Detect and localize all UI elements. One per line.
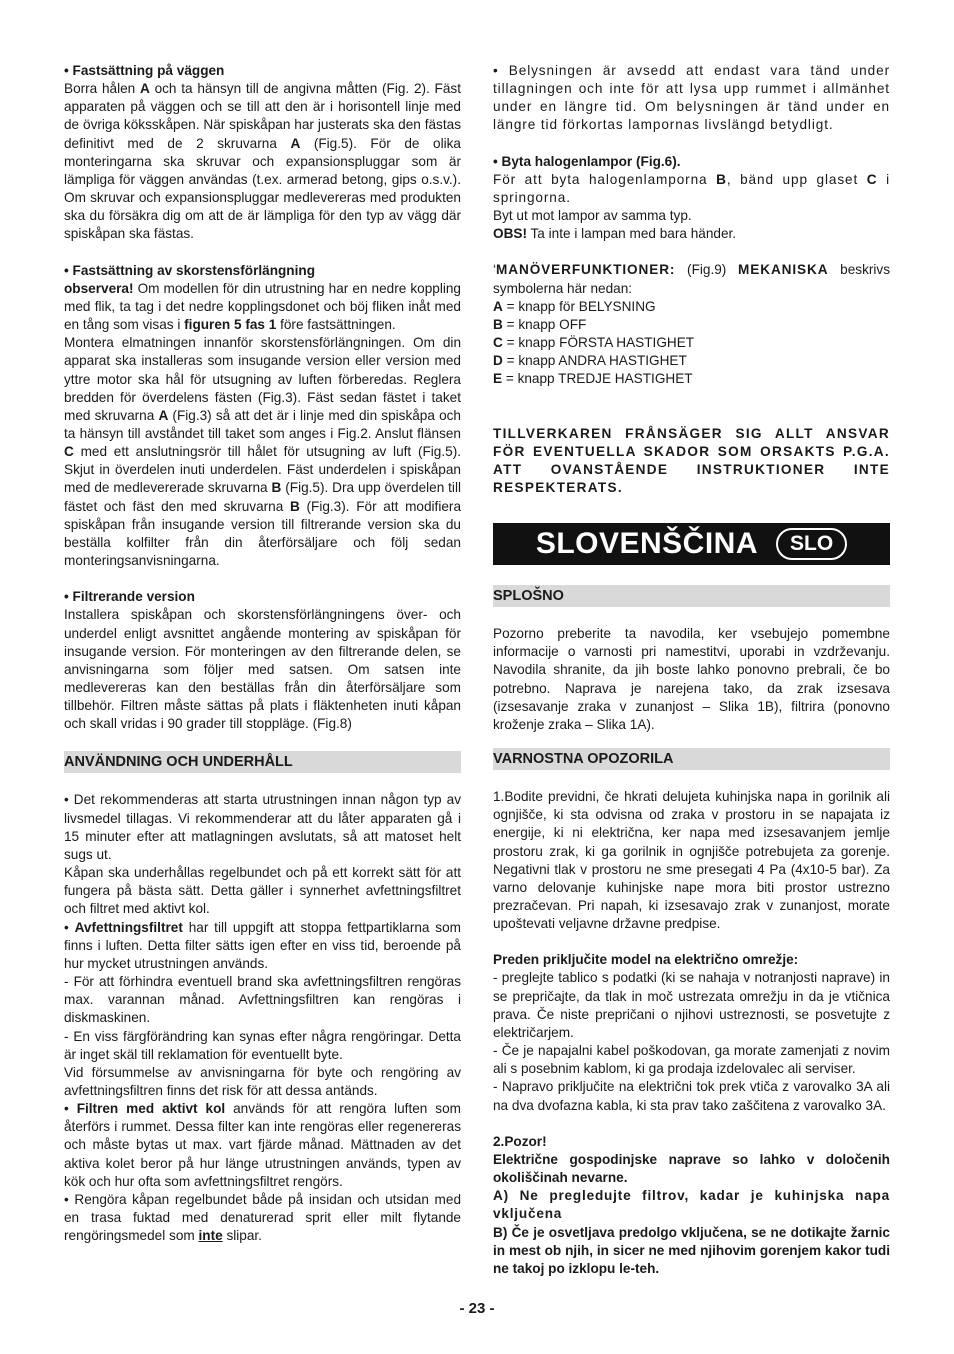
use-paragraph-5: - En viss färgförändring kan synas efter några rengöringar. Detta är inget skäl till reklamation för eventuellt byte. — [64, 1028, 461, 1062]
language-badge: SLO — [776, 528, 847, 560]
disclaimer: TILLVERKAREN FRÅNSÄGER SIG ALLT ANSVAR FÖR EVENTUELLA SKADOR SOM ORSAKTS P.G.A. ATT OVANSTÅENDE INSTRUKTIONER INTE RESPEKTERATS. — [493, 425, 890, 495]
connection-item: - Če je napajalni kabel poškodovan, ga morate zamenjati z novim ali s posebnim kablom, ki ga prodaja izdelovalec ali serviser. — [493, 1043, 890, 1077]
halogen-paragraph-3: OBS! Ta inte i lampan med bara händer. — [493, 226, 737, 242]
connection-heading: Preden priključite model na električno omrežje: — [493, 952, 799, 968]
controls-intro: ‘MANÖVERFUNKTIONER: (Fig.9) MEKANISKA beskrivs symbolerna här nedan: — [493, 262, 891, 296]
wall-heading: • Fastsättning på väggen — [64, 63, 225, 78]
left-column — [64, 62, 461, 1245]
warning-2-a: A) Ne pregledujte filtrov, kadar je kuhinjska napa vključena — [493, 1188, 890, 1222]
connection-item: - Napravo priključite na električni tok prek vtiča z varovalko 3A ali na dva dvofazna kabla, ki sta prav tako zaščitena z varovalko 3A. — [493, 1079, 890, 1113]
filter-paragraph: Installera spiskåpan och skorstensförlängningens över- och underdel enligt avsnittet angående montering av spiskåpan för insugande version. För monteringen av den filtrerande delen, se anvisningarna som följer med satsen. Om satsen inte medlevereras kan den beställas från din återförsäljare som tillbehör. Filtren måste sättas på plats i fläktenheten inuti kåpan och skall vridas i 90 grader till stoppläge. (Fig.8) — [64, 607, 461, 732]
warning-paragraph-1: 1.Bodite previdni, če hkrati delujeta kuhinjska napa in gorilnik ali ognjišče, ki sta odvisna od zraka v prostoru in se napajata iz energije, ki ni električna, ker napa med izsesavanjem jemlje prostoru zrak, ki ga gorilnik in ognjišče potrebujeta za gorenje. Negativni tlak v prostoru ne sme presegati 4 Pa (4x10-5 bar). Za varno delovanje kuhinjske nape mora biti prostor ustrezno prezračevan. Pri napah, ki izsesavajo zrak v zunanjost, morate upoštevati veljavne državne predpise. — [493, 789, 890, 932]
section-heading-warnings: VARNOSTNA OPOZORILA — [493, 748, 890, 770]
halogen-heading: • Byta halogenlampor (Fig.6). — [493, 153, 681, 169]
use-paragraph-4: - För att förhindra eventuell brand ska avfettningsfiltren rengöras max. varannan månad. Avfettningsfiltren kan rengöras i diskmaskinen. — [64, 974, 461, 1026]
control-item: E = knapp TREDJE HASTIGHET — [493, 371, 693, 387]
wall-paragraph: Borra hålen A och ta hänsyn till de angivna måtten (Fig. 2). Fäst apparaten på väggen och se till att den är i horisontell linje med de övriga köksskåpen. När spiskåpan har justerats ska den fästas definitivt med de 2 skruvarna A (Fig.5). För de olika monteringarna ska skruvar och expansionspluggar som är lämpliga för väggen användas (t.ex. armerad betong, gips o.s.v.). Om skruvar och expansionspluggar medlevereras med produkten ska du försäkra dig om att de är lämpliga för den typ av vägg där spiskåpan ska fästas. — [64, 81, 461, 242]
warning-2-b: B) Če je osvetljava predolgo vključena, se ne dotikajte žarnic in mest ob njih, in sicer ne med njihovim gorenjem kakor tudi ne takoj po izklopu le-teh. — [493, 1224, 890, 1276]
use-paragraph-6: Vid försummelse av anvisningarna för byte och rengöring av avfettningsfiltren finns det risk för att dessa antänds. — [64, 1064, 461, 1098]
chimney-heading: • Fastsättning av skorstensförlängning — [64, 262, 315, 278]
right-column — [493, 62, 890, 1278]
halogen-paragraph-2: Byt ut mot lampor av samma typ. — [493, 208, 692, 224]
section-heading-use: ANVÄNDNING OCH UNDERHÅLL — [64, 751, 461, 773]
connection-item: - preglejte tablico s podatki (ki se nahaja v notranjosti naprave) in se prepričajte, da tlak in moč ustrezata omrežju in da je vtičnica prava. Če niste prepričani o njihovi ustreznosti, se posvetujte z električarjem. — [493, 970, 890, 1040]
use-paragraph-3: • Avfettningsfiltret har till uppgift att stoppa fettpartiklarna som finns i luften. Detta filter sätts igen efter en viss tid, beroende på hur mycket utrustningen används. — [64, 919, 461, 971]
control-item: A = knapp för BELYSNING — [493, 298, 656, 314]
halogen-paragraph-1: För att byta halogenlamporna B, bänd upp glaset C i springorna. — [493, 171, 890, 205]
language-title: SLOVENŠČINA — [535, 527, 759, 561]
filter-heading: • Filtrerande version — [64, 589, 195, 605]
control-item: C = knapp FÖRSTA HASTIGHET — [493, 335, 695, 351]
language-banner — [493, 523, 890, 565]
use-paragraph-7: • Filtren med aktivt kol används för att rengöra luften som återförs i rummet. Dessa filter kan inte rengöras eller regenereras och måste bytas ut max. vart fjärde månad. Mättnaden av det aktiva kolet beror på hur länge utrustningen används, typen av kök och hur ofta som avfettningsfiltret rengörs. — [64, 1101, 461, 1189]
use-paragraph-1: • Det rekommenderas att starta utrustningen innan någon typ av livsmedel tillagas. Vi rekommenderar att du låter apparaten gå i 15 minuter efter att matlagningen avslutats, så att matoset helt sugs ut. — [64, 792, 461, 862]
control-item: D = knapp ANDRA HASTIGHET — [493, 353, 687, 369]
chimney-paragraph-2: Montera elmatningen innanför skorstensförlängningen. Om din apparat ska installeras som insugande version eller version med yttre motor ska hål för utsugning av luften förberedas. Reglera bredden för överdelens fästen (Fig.3). Fäst sedan fästet i taket med skruvarna A (Fig.3) så att det är i linje med din spiskåpa och ta hänsyn till avståndet till taket som anges i Fig.2. Anslut flänsen C med ett anslutningsrör till hålet för utsugning av luft (Fig.5). Skjut in överdelen inuti underdelen. Fäst underdelen i spiskåpan med de medlevererade skruvarna B (Fig.5). Dra upp överdelen till fästet och fäst den med skruvarna B (Fig.3). För att modifiera spiskåpan från insugande version till filtrerande version ska du beställa kolfilter från din återförsäljare och följ sedan monteringsanvisningarna. — [64, 335, 462, 569]
general-paragraph: Pozorno preberite ta navodila, ker vsebujejo pomembne informacije o varnosti pri namestitvi, uporabi in vzdrževanju. Navodila shranite, da jih boste lahko ponovno prebrali, če bo potrebno. Naprava je narejena tako, da zrak izsesava (izsesavanje zraka v zunanjost – Slika 1B), filtrira (ponovno kroženje zraka – Slika 1A). — [493, 626, 890, 732]
light-paragraph: • Belysningen är avsedd att endast vara tänd under tillagningen och inte för att lysa upp rummet i allmänhet under en längre tid. Om belysningen är tänd under en längre tid förkortas lampornas livslängd betydligt. — [493, 63, 890, 133]
control-item: B = knapp OFF — [493, 316, 587, 332]
use-paragraph-8: • Rengöra kåpan regelbundet både på insidan och utsidan med en trasa fuktad med denaturerad sprit eller milt flytande rengöringsmedel som inte slipar. — [64, 1191, 461, 1244]
warning-2-text: Električne gospodinjske naprave so lahko v določenih okoliščinah nevarne. — [493, 1151, 890, 1186]
page-number: - 23 - — [459, 1300, 495, 1317]
warning-2-heading: 2.Pozor! — [493, 1133, 547, 1149]
use-paragraph-2: Kåpan ska underhållas regelbundet och på ett korrekt sätt för att fungera på bästa sätt. Detta gäller i synnerhet avfettningsfiltret och filtret med aktivt kol. — [64, 865, 461, 917]
chimney-paragraph-1: observera! Om modellen för din utrustning har en nedre koppling med flik, ta tag i det nedre kopplingsdonet och böj fliken inåt med en tång som visas i figuren 5 fas 1 före fastsättningen. — [64, 280, 461, 333]
section-heading-general: SPLOŠNO — [493, 585, 890, 607]
